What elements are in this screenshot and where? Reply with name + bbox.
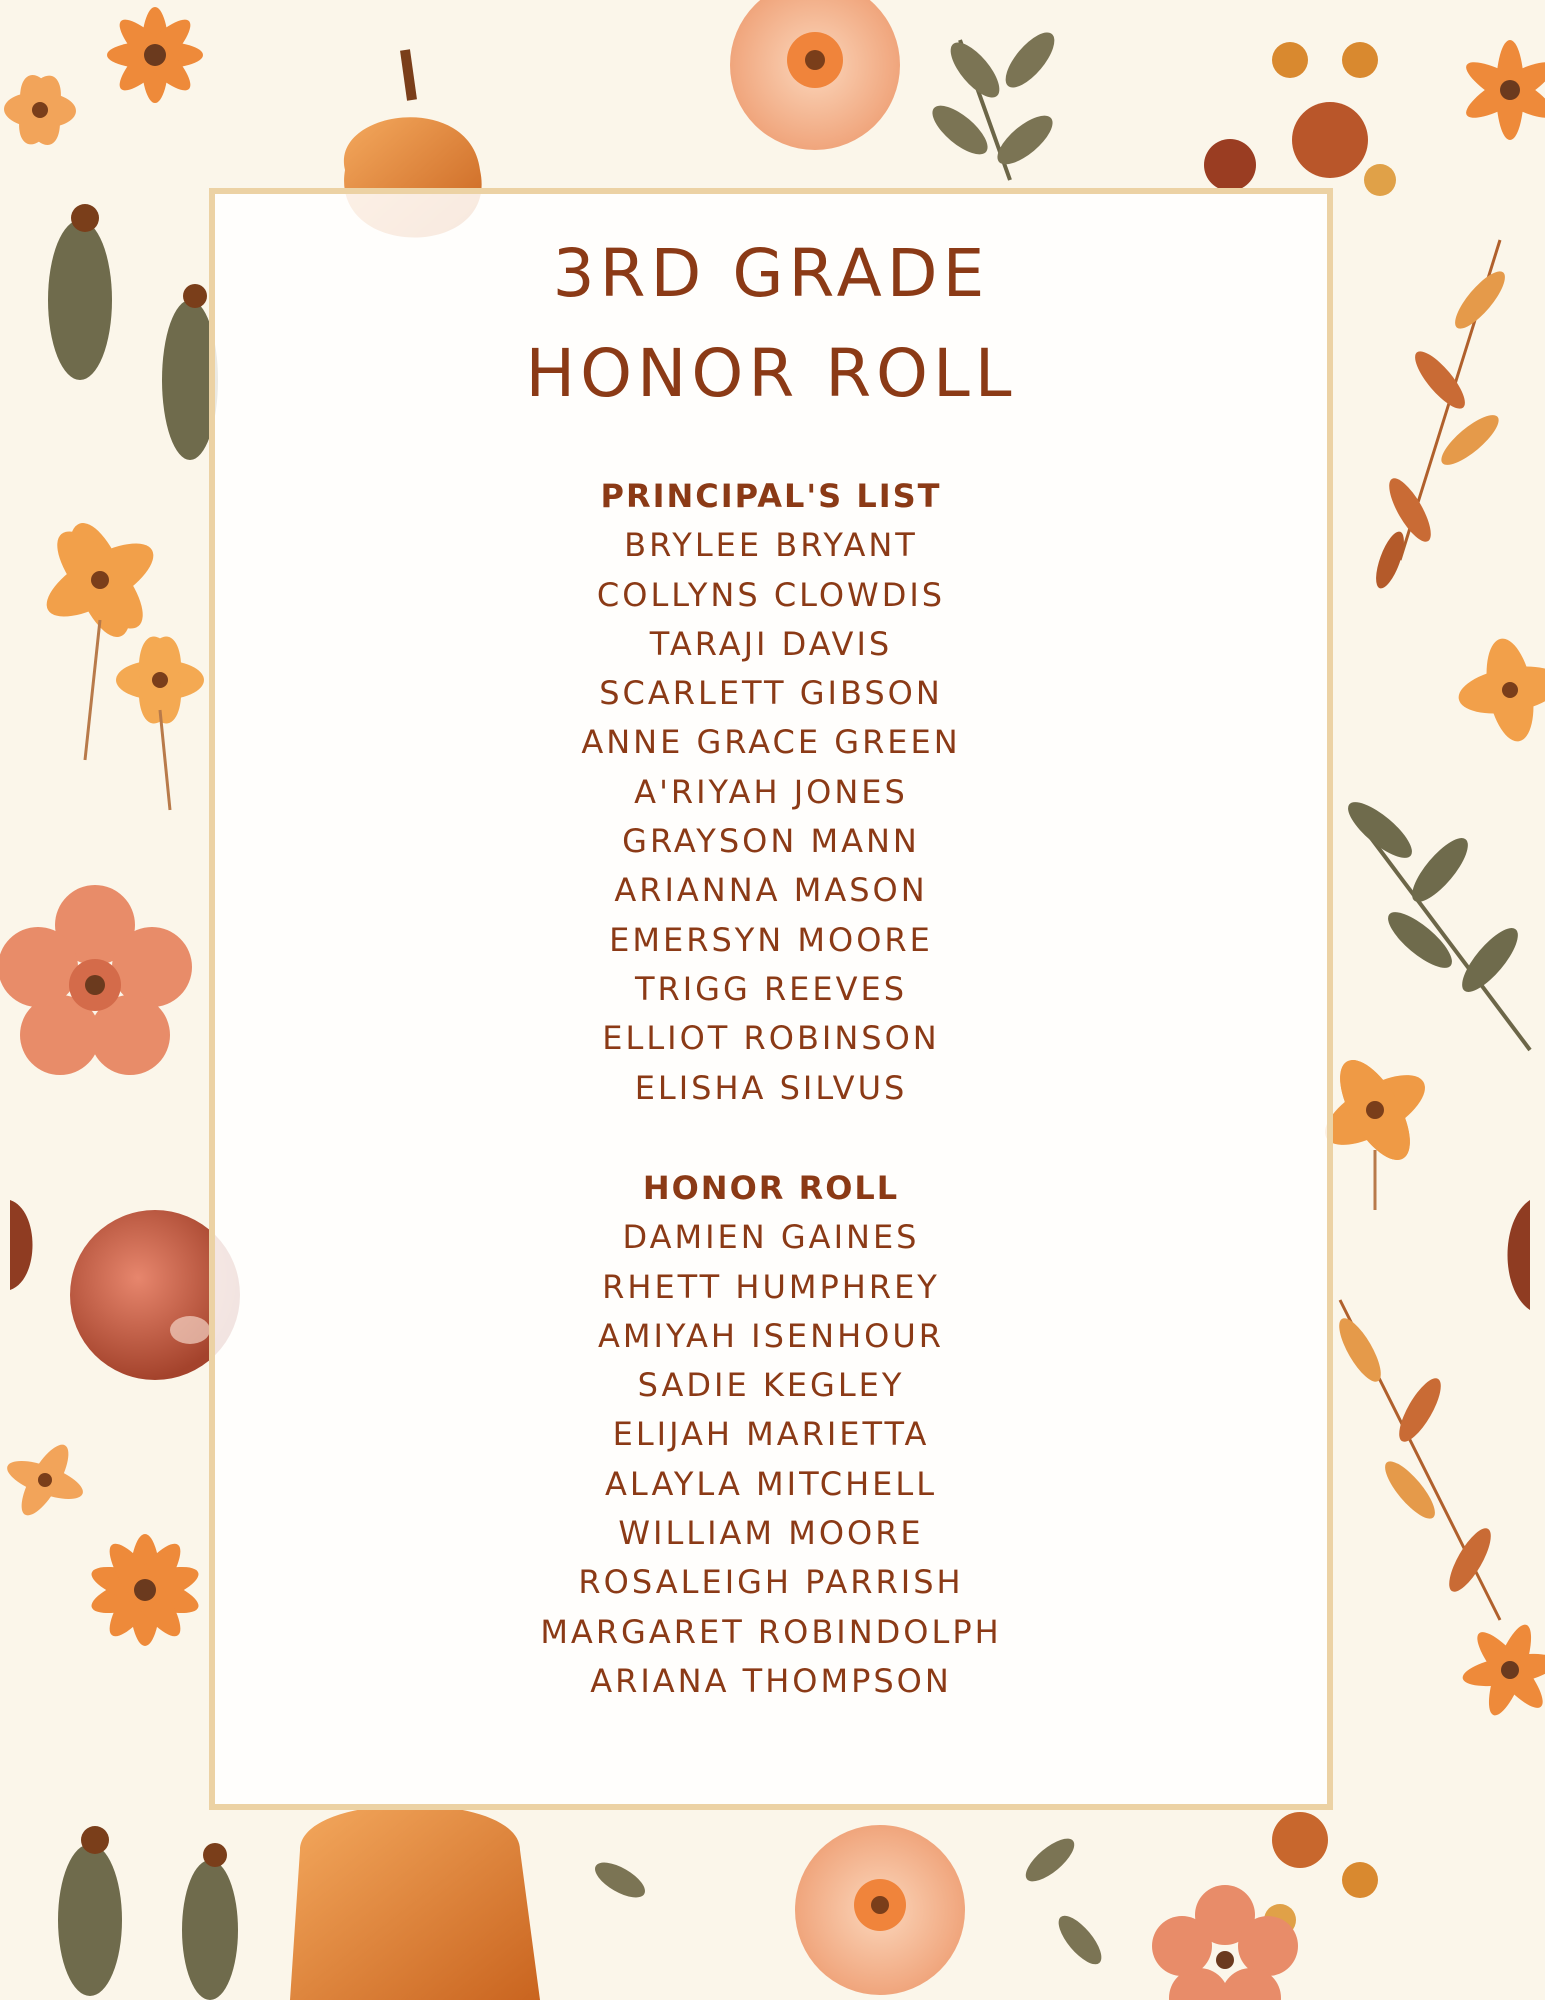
student-name: DAMIEN GAINES (622, 1218, 920, 1257)
seed-pod-icon (48, 204, 218, 460)
student-name: WILLIAM MOORE (618, 1514, 924, 1553)
honor-roll-panel (209, 188, 1333, 1810)
student-name: AMIYAH ISENHOUR (598, 1316, 944, 1355)
orange-flower-icon (1460, 1620, 1545, 1720)
berries-icon (1264, 1812, 1378, 1936)
student-name: TRIGG REEVES (634, 969, 908, 1008)
autumn-leaves-icon (1332, 1200, 1530, 1620)
apple-icon (10, 1200, 240, 1380)
leaf-branch-icon (1340, 794, 1530, 1050)
page-title (215, 224, 1327, 424)
rose-icon (730, 0, 900, 150)
student-name: RHETT HUMPHREY (602, 1267, 940, 1306)
student-name: MARGARET ROBINDOLPH (540, 1612, 1002, 1651)
berries-icon (1204, 42, 1396, 196)
principals-list-section (215, 472, 1327, 1113)
student-name: BRYLEE BRYANT (624, 526, 918, 565)
title-line-2: HONOR ROLL (525, 335, 1017, 412)
principals-list-heading: PRINCIPAL'S LIST (600, 477, 942, 515)
autumn-leaves-icon (1370, 240, 1512, 592)
peach-flower-icon (0, 885, 192, 1075)
student-name: ELISHA SILVUS (634, 1068, 908, 1107)
pumpkin-icon (290, 1805, 540, 2000)
student-name: GRAYSON MANN (622, 822, 920, 861)
peach-flower-icon (1152, 1885, 1298, 2000)
student-name: SADIE KEGLEY (637, 1366, 905, 1405)
student-name: ELIJAH MARIETTA (612, 1415, 930, 1454)
orange-flower-icon (107, 7, 203, 103)
orange-flower-icon (1460, 40, 1545, 140)
honor-roll-heading: HONOR ROLL (642, 1169, 900, 1207)
student-name: EMERSYN MOORE (609, 920, 933, 959)
student-name: A'RIYAH JONES (634, 772, 908, 811)
orange-flower-icon (1455, 635, 1545, 745)
seed-pod-icon (58, 1826, 238, 2000)
student-name: ARIANA THOMPSON (590, 1661, 952, 1700)
student-name: COLLYNS CLOWDIS (596, 575, 946, 614)
peach-flower-icon (3, 70, 76, 150)
student-name: SCARLETT GIBSON (599, 674, 943, 713)
honor-roll-section (215, 1164, 1327, 1706)
student-name: ROSALEIGH PARRISH (578, 1563, 964, 1602)
student-name: ELLIOT ROBINSON (602, 1019, 940, 1058)
student-name: ALAYLA MITCHELL (604, 1464, 938, 1503)
orange-flower-icon (36, 515, 204, 810)
student-name: TARAJI DAVIS (649, 624, 893, 663)
student-name: ANNE GRACE GREEN (581, 723, 961, 762)
student-name: ARIANNA MASON (614, 871, 928, 910)
orange-flower-icon (3, 1438, 204, 1646)
leaf-branch-icon (925, 25, 1063, 180)
rose-icon (795, 1825, 965, 1995)
title-line-1: 3RD GRADE (552, 235, 990, 312)
